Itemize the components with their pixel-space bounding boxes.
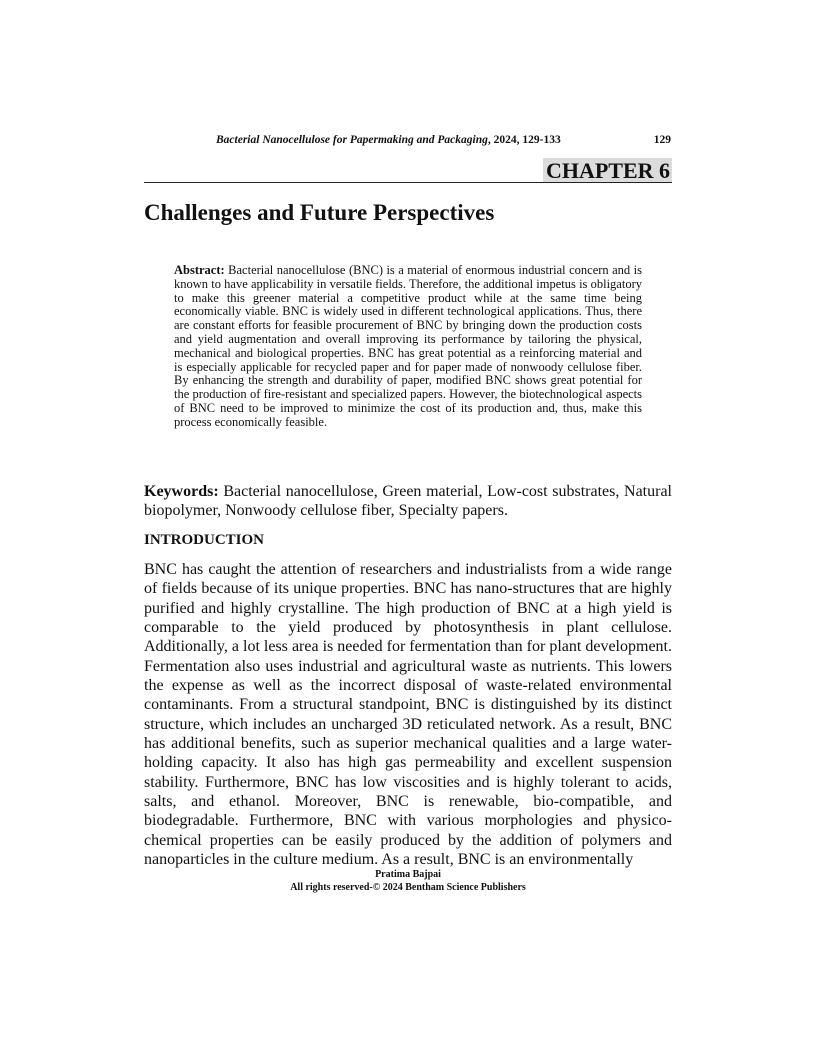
introduction-paragraph: BNC has caught the attention of researchers and industrialists from a wide range of fields because of its unique properties. BNC has nano-structures that are highly purified and highly crystalline. The high production of BNC at a high yield is comparable to the yield produced by photosynthesis in plant cellulose. Additionally, a lot less area is needed for fermentation than for plant development. Fermentation also uses industrial and agricultural waste as nutrients. This lowers the expense as well as the incorrect disposal of waste-related environmental contaminants. From a structural standpoint, BNC is distinguished by its distinct structure, which includes an uncharged 3D reticulated network. As a result, BNC has additional benefits, such as superior mechanical qualities and a large water-holding capacity. It also has high gas permeability and excellent suspension stability. Furthermore, BNC has low viscosities and is highly tolerant to acids, salts, and ethanol. Moreover, BNC is renewable, bio-compatible, and biodegradable. Furthermore, BNC with various morphologies and physico-chemical properties can be easily produced by the addition of polymers and nanoparticles in the culture medium. As a result, BNC is an environmentally — [144, 561, 672, 869]
chapter-divider — [144, 182, 672, 183]
page-number: 129 — [653, 134, 671, 146]
abstract — [174, 264, 642, 430]
introduction-heading: INTRODUCTION — [144, 532, 265, 548]
footer-author: Pratima Bajpai — [375, 869, 441, 880]
journal-title: Bacterial Nanocellulose for Papermaking and Packaging — [216, 134, 488, 146]
chapter-label: CHAPTER 6 — [543, 158, 672, 183]
abstract-label: Abstract: — [174, 263, 225, 277]
keywords-text: Bacterial nanocellulose, Green material, Low-cost substrates, Natural biopolymer, Nonwoody cellulose fiber, Specialty papers. — [144, 483, 672, 519]
footer-copyright: All rights reserved-© 2024 Bentham Science Publishers — [290, 881, 526, 893]
page-footer — [144, 869, 672, 894]
chapter-title: Challenges and Future Perspectives — [144, 200, 495, 225]
journal-citation — [216, 133, 561, 147]
journal-details: , 2024, 129-133 — [487, 134, 561, 146]
abstract-text: Bacterial nanocellulose (BNC) is a material of enormous industrial concern and is known to have applicability in versatile fields. Therefore, the additional impetus is obligatory to make this greener material a competitive product while at the same time being economically viable. BNC is widely used in different technological applications. Thus, there are constant efforts for feasible procurement of BNC by bringing down the production costs and yield augmentation and overall improving its performance by tailoring the physical, mechanical and biological properties. BNC has great potential as a reinforcing material and is especially applicable for recycled paper and for paper made of nonwoody cellulose fiber. By enhancing the strength and durability of paper, modified BNC shows great potential for the production of fire-resistant and specialized papers. However, the biotechnological aspects of BNC need to be improved to minimize the cost of its production and, thus, make this process economically feasible. — [174, 263, 642, 429]
keywords-label: Keywords: — [144, 483, 219, 500]
keywords — [144, 482, 672, 520]
